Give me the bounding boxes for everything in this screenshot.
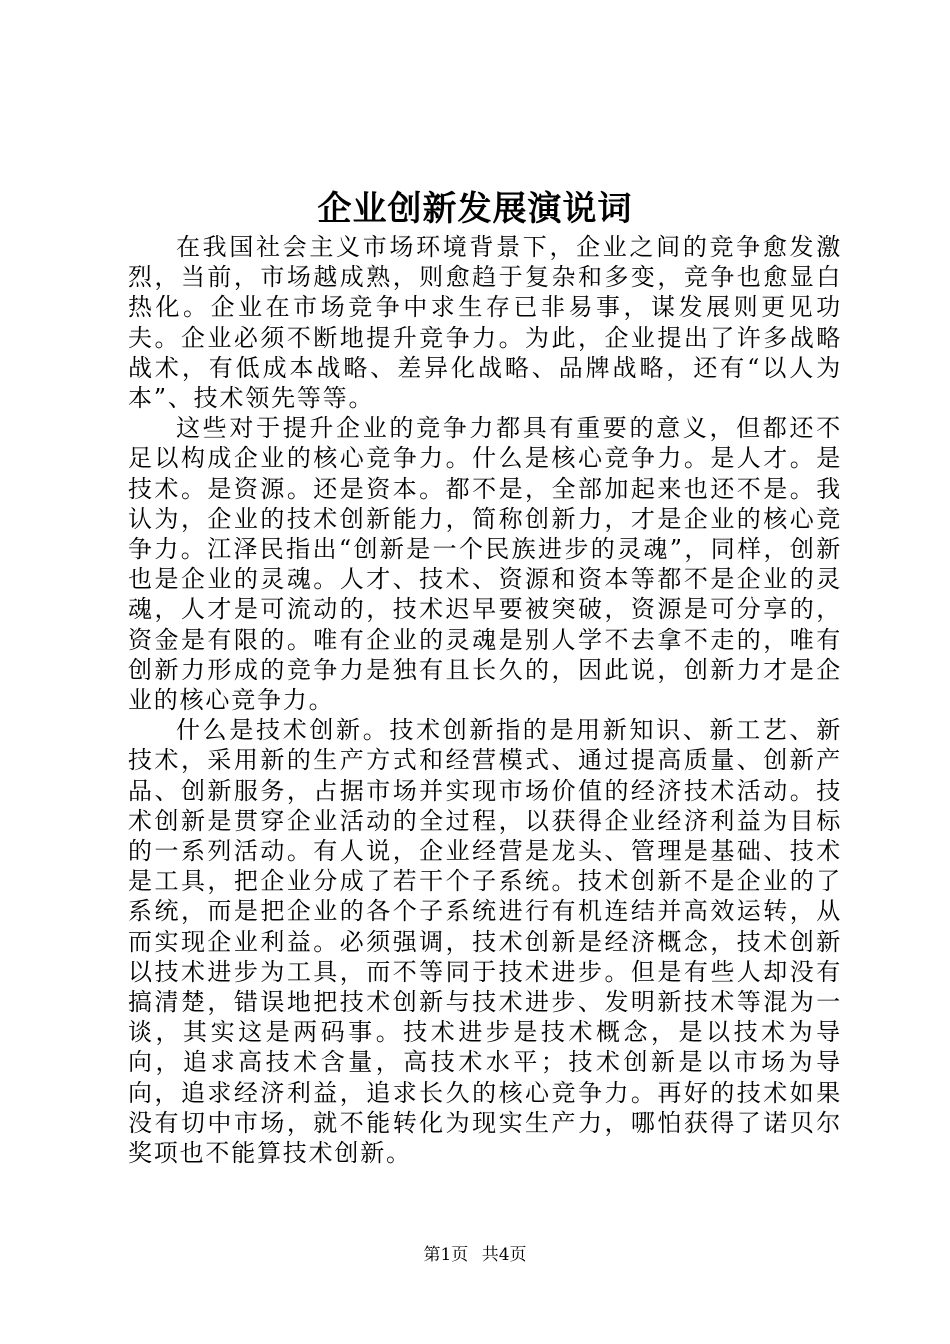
paragraph-3: 什么是技术创新。技术创新指的是用新知识、新工艺、新技术，采用新的生产方式和经营模式、通过提高质量、创新产品、创新服务，占据市场并实现市场价值的经济技术活动。技术创新是贯穿企业活动的全过程，以获得企业经济利益为目标的一系列活动。有人说，企业经营是龙头、管理是基础、技术是工具，把企业分成了若干个子系统。技术创新不是企业的了系统，而是把企业的各个子系统进行有机连结并高效运转，从而实现企业利益。必须强调，技术创新是经济概念，技术创新以技术进步为工具，而不等同于技术进步。但是有些人却没有搞清楚，错误地把技术创新与技术进步、发明新技术等混为一谈，其实这是两码事。技术进步是技术概念，是以技术为导向，追求高技术含量，高技术水平；技术创新是以市场为导向，追求经济利益，追求长久的核心竞争力。再好的技术如果没有切中市场，就不能转化为现实生产力，哪怕获得了诺贝尔奖项也不能算技术创新。: [128, 716, 842, 1168]
paragraph-1: 在我国社会主义市场环境背景下，企业之间的竞争愈发激烈，当前，市场越成熟，则愈趋于复杂和多变，竞争也愈显白热化。企业在市场竞争中求生存已非易事，谋发展则更见功夫。企业必须不断地提升竞争力。为此，企业提出了许多战略战术，有低成本战略、差异化战略、品牌战略，还有“以人为本”、技术领先等等。: [128, 233, 842, 413]
document-body: [128, 232, 842, 1168]
paragraph-2: 这些对于提升企业的竞争力都具有重要的意义，但都还不足以构成企业的核心竞争力。什么是核心竞争力。是人才。是技术。是资源。还是资本。都不是，全部加起来也还不是。我认为，企业的技术创新能力，简称创新力，才是企业的核心竞争力。江泽民指出“创新是一个民族进步的灵魂”，同样，创新也是企业的灵魂。人才、技术、资源和资本等都不是企业的灵魂，人才是可流动的，技术迟早要被突破，资源是可分享的，资金是有限的。唯有企业的灵魂是别人学不去拿不走的，唯有创新力形成的竞争力是独有且长久的，因此说，创新力才是企业的核心竞争力。: [128, 414, 842, 715]
page-total: 共4页: [481, 1245, 527, 1265]
page-footer: [0, 1243, 950, 1267]
page-number: 第1页: [423, 1245, 469, 1265]
document-title: 企业创新发展演说词: [317, 189, 633, 229]
